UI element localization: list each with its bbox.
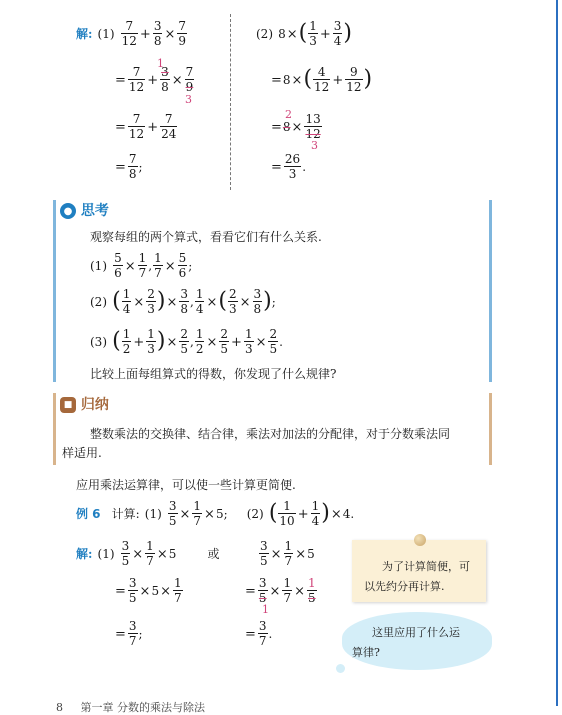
- fraction-5-6: $\frac{5}{6}$: [114, 251, 122, 280]
- fraction-2-3: $\frac{2}{3}$: [228, 287, 237, 316]
- pin-icon: [414, 534, 426, 546]
- fraction-2-5: $\frac{2}{5}$: [220, 327, 229, 356]
- top-right-row2: =8×( $\frac{4}{12}$ + $\frac{9}{12}$ ): [271, 65, 373, 94]
- top-left-row1: 解: (1) $\frac{7}{12}$ + $\frac{3}{8}$ × $\frac{7}{9}$: [76, 19, 186, 48]
- top-right-row1: (2) 8×( $\frac{1}{3}$ + $\frac{3}{4}$ ): [256, 19, 353, 48]
- fraction-1-3: $\frac{1}{3}$: [244, 327, 253, 356]
- think-line-3: (3) ( $\frac{1}{2}$ + $\frac{1}{3}$ )× $\frac{2}{5}$ , $\frac{1}{2}$ × $\frac{2}{5}$ + $\frac{1}{3}$ × $\frac{2}{5}$ .: [90, 327, 283, 356]
- page-footer: [56, 699, 205, 715]
- fraction-1-7: $\frac{1}{7}$: [138, 251, 147, 280]
- fraction-1-3: $\frac{1}{3}$: [147, 327, 155, 356]
- fraction-1-3: $\frac{1}{3}$: [309, 19, 317, 48]
- cancel-mark-3b: 3: [311, 139, 318, 152]
- fraction-3-5: $\frac{3}{5}$: [168, 499, 177, 528]
- cancel-mark-1: 1: [157, 57, 164, 70]
- lightbulb-icon: ●: [60, 203, 76, 219]
- summary-line-1: 整数乘法的交换律、结合律，乘法对加法的分配律，对于分数乘法同: [90, 427, 451, 441]
- example-label: 例 6: [76, 507, 101, 521]
- chapter-title: 第一章 分数的乘法与除法: [80, 701, 205, 714]
- summary-line-2: 样适用.: [62, 446, 102, 460]
- fraction-1-2: $\frac{1}{2}$: [195, 327, 204, 356]
- fraction-3-4: $\frac{3}{4}$: [333, 19, 342, 48]
- fraction-2-5: $\frac{2}{5}$: [269, 327, 278, 356]
- solution-alt-row2: = $\frac{3}{5}$ × $\frac{1}{7}$ × $\frac{1}{5}$: [245, 576, 316, 605]
- note-card: [352, 540, 486, 602]
- note-line-1: 为了计算简便，可: [382, 560, 470, 573]
- fraction-2-3: $\frac{2}{3}$: [147, 287, 155, 316]
- note-line-2: 以先约分再计算.: [364, 580, 445, 593]
- think-intro: 观察每组的两个算式，看看它们有什么关系.: [90, 230, 322, 244]
- think-question: 比较上面每组算式的得数，你发现了什么规律?: [90, 367, 337, 381]
- part-label-2: (2): [256, 27, 273, 41]
- think-header: [60, 200, 109, 220]
- fraction-7-24: $\frac{7}{24}$: [161, 112, 177, 141]
- cloud-line-1: 这里应用了什么运: [372, 626, 460, 639]
- fraction-7-12: $\frac{7}{12}$: [121, 19, 137, 48]
- cancel-mark-3: 3: [185, 93, 192, 106]
- answer-label: 解:: [76, 27, 93, 41]
- top-left-row2: = $\frac{7}{12}$ + $\frac{3}{8}$ × $\frac{7}{9}$: [115, 65, 194, 94]
- cancel-mark-1b: 1: [262, 603, 269, 616]
- fraction-7-9: $\frac{7}{9}$: [178, 19, 186, 48]
- fraction-1-4: $\frac{1}{4}$: [122, 287, 131, 316]
- fraction-4-12: $\frac{4}{12}$: [314, 65, 330, 94]
- summary-header: [60, 394, 109, 414]
- fraction-1-4: $\frac{1}{4}$: [311, 499, 320, 528]
- thought-cloud: [342, 612, 492, 670]
- fraction-9-12: $\frac{9}{12}$: [346, 65, 362, 94]
- fraction-13-12-cancel: $\frac{13}{12}$: [305, 112, 321, 141]
- fraction-1-2: $\frac{1}{2}$: [122, 327, 131, 356]
- solution-alt-row1: $\frac{3}{5}$ × $\frac{1}{7}$ ×5: [260, 539, 315, 568]
- fraction-2-5: $\frac{2}{5}$: [180, 327, 189, 356]
- think-line-1: (1) $\frac{5}{6}$ × $\frac{1}{7}$ , $\frac{1}{7}$ × $\frac{5}{6}$ ;: [90, 251, 193, 280]
- top-left-row3: = $\frac{7}{12}$ + $\frac{7}{24}$: [115, 112, 177, 141]
- fraction-1-10: $\frac{1}{10}$: [279, 499, 295, 528]
- page-frame-right: [556, 0, 558, 706]
- fraction-1-7: $\frac{1}{7}$: [154, 251, 162, 280]
- think-title: 思考: [80, 203, 109, 219]
- cloud-line-2: 算律?: [352, 646, 380, 659]
- or-label: 或: [207, 547, 220, 561]
- fraction-1-7: $\frac{1}{7}$: [193, 499, 202, 528]
- fraction-7-12: $\frac{7}{12}$: [128, 65, 145, 94]
- thought-bubble-dot: [336, 664, 345, 673]
- page-number: 8: [56, 701, 63, 714]
- fraction-7-9-cancel: $\frac{7}{9}$: [185, 65, 194, 94]
- fraction-3-8: $\frac{3}{8}$: [180, 287, 189, 316]
- fraction-3-8: $\frac{3}{8}$: [153, 19, 162, 48]
- fraction-3-8: $\frac{3}{8}$: [253, 287, 262, 316]
- summary-title: 归纳: [80, 397, 109, 413]
- top-left-row4: = $\frac{7}{8}$ ;: [115, 152, 143, 181]
- think-line-2: (2) ( $\frac{1}{4}$ × $\frac{2}{3}$ )× $\frac{3}{8}$ , $\frac{1}{4}$ ×( $\frac{2}{3}$ × $\frac{3}{8}$ );: [90, 287, 276, 316]
- body-line: 应用乘法运算律，可以使一些计算更简便.: [76, 478, 296, 492]
- fraction-3-8-cancel: $\frac{3}{8}$: [161, 65, 169, 94]
- solution-row1: 解: (1) $\frac{3}{5}$ × $\frac{1}{7}$ ×5 或: [76, 539, 220, 568]
- solution-row3: = $\frac{3}{7}$ ;: [115, 619, 143, 648]
- fraction-7-8: $\frac{7}{8}$: [128, 152, 137, 181]
- top-right-row3: =8× $\frac{13}{12}$: [271, 112, 321, 141]
- example-6: 例 6 计算: (1) $\frac{3}{5}$ × $\frac{1}{7}$ ×5; (2) ( $\frac{1}{10}$ + $\frac{1}{4}$ )×4.: [76, 499, 355, 528]
- solution-row2: = $\frac{3}{5}$ ×5× $\frac{1}{7}$: [115, 576, 182, 605]
- summary-icon: ■: [60, 397, 76, 413]
- part-label-1: (1): [97, 27, 115, 41]
- fraction-1-4: $\frac{1}{4}$: [195, 287, 204, 316]
- column-divider: [230, 14, 231, 190]
- fraction-5-6: $\frac{5}{6}$: [178, 251, 187, 280]
- fraction-26-3: $\frac{26}{3}$: [284, 152, 301, 181]
- cancel-mark-2: 2: [285, 108, 292, 121]
- solution-alt-row3: = $\frac{3}{7}$ .: [245, 619, 273, 648]
- fraction-7-12: $\frac{7}{12}$: [128, 112, 145, 141]
- top-right-row4: = $\frac{26}{3}$ .: [271, 152, 307, 181]
